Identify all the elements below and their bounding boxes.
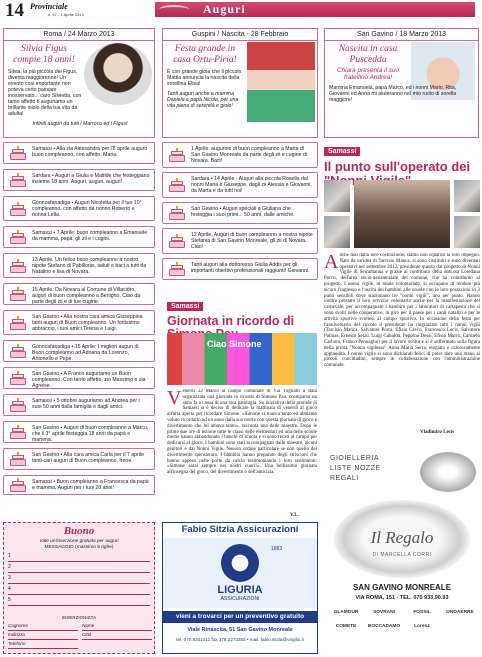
ad-title: Fabio Sitzia Assicurazioni: [163, 523, 317, 537]
ad-lines: [330, 454, 410, 484]
ad-address: VIA ROMA, 151 - TEL. 070 933.90.93: [355, 595, 449, 601]
brand-logo: Lorenz: [414, 624, 430, 629]
cake-icon: [9, 344, 27, 358]
coupon-field[interactable]: [8, 623, 78, 631]
brand-logo: UNOAERRE: [446, 610, 474, 615]
photo-group: [354, 180, 450, 248]
feature-silvia: [3, 28, 155, 138]
coupon-field[interactable]: [8, 632, 78, 640]
coupon[interactable]: [3, 522, 155, 654]
wish-box: [3, 421, 155, 443]
cake-icon: [168, 178, 186, 192]
cake-icon: [9, 259, 27, 273]
brand-logo: BOCCADAMO: [367, 624, 401, 629]
feature-dateline: Roma / 24 Marzo 2013: [4, 29, 154, 41]
ad-logo-area: [163, 538, 317, 608]
wish-text: Samassi • Buon compleanno a Francesca da papà e mamma, Auguri per i tuoi 20 anni!: [32, 479, 149, 492]
coupon-line[interactable]: [8, 553, 150, 562]
masthead: Provinciale: [30, 2, 68, 11]
article-signature: V.L.: [290, 513, 299, 518]
wish-text: 13 Aprile. Un felice buon compleanno a nostro nipote Stefano di Pabillonis, saluti e baci a tutti da Natalino e lisa di Novara.: [32, 257, 147, 276]
wish-box: [3, 142, 155, 164]
wish-text: Gonnosfanadiga • Auguri Nicoletta per il tuo 10° compleanno, con affetto da nonno Roberto e nonna Lella.: [32, 200, 142, 219]
wish-box: [162, 258, 318, 280]
coupon-line-number: 1: [8, 553, 11, 559]
coupon-line-number: 4: [8, 586, 11, 592]
wish-box: [3, 310, 155, 335]
feature-title: Nascita in casa Pusceddu: [338, 44, 398, 65]
feature-closing: Tanti auguri anche a mamma Daniela e papà Nicola, per una vita piena di serenità e gioie!: [167, 91, 239, 109]
wish-box: [3, 253, 155, 278]
right-article-body: [324, 253, 480, 425]
cake-icon: [9, 202, 27, 216]
feature-ortu-piria: [162, 28, 318, 138]
cake-icon: [168, 262, 186, 276]
wish-box: [3, 283, 155, 305]
cake-icon: [9, 146, 27, 160]
wish-text: Samassi • Alla zia Alessandra per l'8 aprile auguro buon compleanno, con affetto, Maria.: [32, 146, 148, 159]
wish-box: [3, 394, 155, 416]
middle-article-body: [167, 389, 317, 515]
cake-icon: [9, 478, 27, 492]
banner-caption: Ciao Simone: [207, 339, 262, 349]
wish-box: [3, 226, 155, 248]
jewel-ring-icon: [420, 452, 476, 492]
coupon-field[interactable]: [82, 623, 152, 631]
coupon-field-label: Cognome: [8, 623, 28, 628]
wish-box: [162, 142, 318, 168]
wish-box: [3, 340, 155, 362]
ornament-icon: [159, 5, 189, 14]
wish-text: Sardara • Auguri a Giulia e Matilde che festeggiano insieme 18 anni. Auguri, auguri, auguri!: [32, 173, 150, 186]
cake-icon: [168, 206, 186, 220]
coupon-field-label: Indirizzo: [8, 632, 26, 637]
photo-small-1: [324, 180, 350, 212]
wish-box: [3, 196, 155, 221]
feature-text: Silvia, la più piccola dei Figus, diventa maggiorenne! Un evento così importante non poteva certo passare inosservato... caro Silvietta, con tanto affetto ti auguriamo un brillante inizio della tua vita da adulta!: [8, 69, 82, 117]
cake-icon: [9, 371, 27, 385]
article-text: nche mai dalla loro costituzione, siamo non squarito la loro impegno. Nato da un'idea di Tarcisio Manca, si sono costituiti e sono diventati operativi nel settembre 2012, presidente questo dal progetto di Nonni Vigile di Serramanna e grazie al contributo della dott.ssa Loredana Porcu, dell'area socio-assistenziale del comune, che ha contribuito al progetto. I nonni vigile, in totale volontariato, si occupano di rendere più sicuro l'ingresso e l'uscita dei bambini alle scuole con le loro postazioni in 3 punti sensibili dove stazionano tre "nonni vigili", uno per punto. Hanno inoltre prestato il loro servizio volontario anche per la manifestazione del carnevale, per accompagnare i bambini per i laboratori di cartapesta che si sono svolti nelle cooperative, in giro per il paese per i canti natalizi e per le attività sportive svoltesi al campo sportivo. In occasione della festa per l'anniversario del circolo il presidente ha ringraziato tutti i nonni vigili (Tarcisio Manca, Salvatore Porta, Efisio Greco, Francesco Lecis, Salvatore Palmas, Ernesto Setzu, Luigi Cabiddu, Peppino Dessì, Efisio Murru, Carmelo Carboni, Franco Pennaglio) per il lavoro svolto e si è soffermato sulla figura della prima "Nonna vigilessa" Anna Maria Serra, elogiata e calorosamente applaudita. I nonni vigile si sono dichiarati felici di poter dare una mano ai piccoli concittadini, sempre in collaborazione con l'amministrazione comunale.: [324, 253, 480, 369]
wish-text: San Gavino • A Franco auguriamo un Buon compleanno. Con tanto affetto, zio Massimo e zia Agnese.: [32, 371, 146, 390]
feature-closing: Infiniti auguri da tutti i Marroco ed i Figus!: [32, 121, 128, 127]
article-title: Giornata in ricordo di: [167, 315, 317, 341]
cake-icon: [9, 230, 27, 244]
coupon-title: Buono: [63, 525, 95, 537]
coupon-field-label: Nome: [82, 623, 95, 628]
coupon-line-number: 3: [8, 575, 11, 581]
brand-logo: COMETE: [335, 624, 357, 629]
article-tag: Samassi: [324, 147, 360, 156]
coupon-message-label: MESSAGGIO (massimo 5 righe): [44, 545, 114, 550]
coupon-field-label: Città: [82, 632, 92, 637]
wish-box: [162, 202, 318, 224]
coupon-field-label: Telefono: [8, 641, 26, 646]
cake-icon: [9, 316, 27, 330]
right-article-header: [324, 140, 480, 178]
wish-text: San Gavino • Auguri speciali a Giuliana che festeggia i suoi primi... 50 anni, dalle amiche.: [191, 206, 295, 219]
dropcap: A: [324, 253, 339, 273]
wish-box: [3, 475, 155, 495]
wish-text: Samassi • 5 ottobre auguriamo ad Andrea per i suoi 50 anni dalla famiglia e dagli amici.: [32, 398, 140, 411]
wish-text: Sardara • 14 Aprile - Auguri alla piccola Rosella dai nonni Maria e Giuseppe, dagli zii Alessia e Giovanni, da Marta e da tutti noi!: [191, 176, 312, 195]
baby-photo: [247, 42, 315, 122]
wish-text: 1 Aprile: auguroni di buon compleanno a Marta di San Gavino Monreale da parte degli zii e cugine di Novara. Baci!: [191, 146, 307, 165]
cake-icon: [168, 148, 186, 162]
feature-title: Festa grande in casa Ortu-Piria!: [173, 44, 237, 65]
portrait-photo: [84, 43, 152, 105]
feature-dateline: San Gavino / 18 Marzo 2013: [325, 29, 478, 41]
brand-logo: FOSSIL: [413, 610, 431, 615]
coupon-field[interactable]: [82, 632, 152, 640]
coupon-line[interactable]: [8, 586, 150, 595]
coupon-line[interactable]: [8, 597, 150, 606]
wish-box: [162, 228, 318, 254]
ad-owner: DI MARCELLA CORRI: [372, 552, 432, 558]
ad-brand-sub: ASSICURAZIONI: [220, 596, 260, 602]
photo-small-4: [454, 216, 480, 248]
feature-title: Silvia Figus compie 18 anni!: [13, 44, 75, 65]
cake-icon: [9, 398, 27, 412]
article-title: Il punto sull'operato dei: [324, 159, 471, 174]
page-number: 14: [5, 0, 24, 21]
ad-founded: 1883: [271, 546, 283, 552]
wish-text: Samassi • 7 Aprile: buon compleanno a Emanuele da mamma, papà, gli zii e i cugini.: [32, 230, 148, 243]
ad-line: GIOIELLERIA: [330, 455, 380, 462]
wish-box: [3, 169, 155, 191]
ad-brand: LIGURIA: [217, 584, 263, 596]
feature-dateline: Guspini / Nascita - 28 Febbraio: [163, 29, 317, 41]
wish-text: San Gavino • Alla nostra cara amica Giuseppina tanti auguri di Buon compleanno. Un fortissimo abbraccio, i tuoi amici Teresa e Luigi.: [32, 314, 143, 333]
wish-text: 15 Aprile. Da Novara al Comune di Villacidro, auguri di buon compleanno a Benigno. Ciao da parte degli zii e di tue cugine.: [32, 287, 141, 306]
photo-small-2: [324, 216, 350, 248]
brand-logo: GLAMOUR: [333, 610, 359, 615]
ad-city: SAN GAVINO MONREALE: [352, 583, 452, 592]
cake-icon: [9, 287, 27, 301]
wish-text: 12 Aprile. Auguri di buon compleanno a nostra nipote Stefania di San Gavino Monreale, gli zii di Novara. Ciao!: [191, 232, 313, 251]
article-text: enerdì 22 Marzo al campo comunale di Via Togliatti a stata organizzata una giornata in ricordo di Simone Pau, scomparso un anno fa a causa di una rara patologia. Su iniziativa della pronide di Samassi si è deciso di dedicare la mattinata di venerdì al gioco all'aria aperta per ricordare Simone. «Simone ci manca tanto ed abbiamo voluto ricordarlo ad un anno dalla sua morte con questa giornata di gioco e divertimento che lui amava tanto», racconta una delle maestre. Dopo le prime due ore di lezione tutte le classi delle elementari ed una delle scuole medie hanno abbandonato i banchi di scuola e si sono recati al campo per dedicarsi al gioco. I bambini sono stati accompagnati dalle maestre, alcuni genitori e dai Nonni Vigile. Nessun ordine particolare se non quello del divertimento spensierato. I bambini hanno preparato degli striscioni che hanno appeso nelle porte da calcio testimoniando i loro sentimenti: «Simone sarai sempre nei nostri cuori!». Una bellissima giornata all'insegna del gioco, del divertimento e dell'amicizia.: [167, 389, 317, 476]
coupon-line[interactable]: [8, 575, 150, 584]
photo-small-3: [454, 180, 480, 212]
wish-text: San Gavino • Auguri di buon compleanno a Marco, che il 3° aprile festeggia 18 anni da papà e mamma.: [32, 425, 149, 444]
coupon-line-number: 5: [8, 597, 11, 603]
coupon-sender-label: INSERZIONISTA: [61, 615, 97, 620]
article-signature: Vladimiro Lecis: [420, 430, 455, 435]
ad-line: LISTE NOZZE: [330, 465, 381, 472]
feature-subtitle: Chiara presenta il suo fratellino Andrea!: [336, 67, 400, 81]
ad-regalo[interactable]: [324, 448, 480, 654]
wish-box: [3, 448, 155, 470]
coupon-line[interactable]: [8, 564, 150, 573]
wish-text: Gonnosfanadiga • 15 Aprile: I migliori auguri di Buon compleanno ad Adriana da Lorenzo, Antonello e Pepe.: [32, 344, 139, 363]
cake-icon: [9, 452, 27, 466]
wish-text: Tanti auguri alla dottoressa Giulia Addis per gli importanti obiettivi professionali raggiunti! Giovanni.: [191, 262, 310, 275]
ad-address: Viale Rinascita, 51 San Gavino Monreale: [187, 627, 293, 633]
ad-contacts: tel. 070.9341411 fax 178.2273255 • mail: fabio.sitzia@virgilio.it: [176, 637, 304, 642]
brand-logo: SOVRANI: [373, 610, 395, 615]
wish-box: [3, 367, 155, 389]
feature-text: Mamma Emanuela, papà Marco, ed i nonni Mario, Rita, Giovanni ed Anna mi aiuteranno nel mio ruolo di sorella maggiore!: [329, 85, 457, 103]
section-banner: [155, 2, 475, 17]
dropcap: V: [167, 389, 182, 409]
coupon-field[interactable]: [8, 641, 78, 649]
ad-slogan: vieni a trovarci per un preventivo gratuito: [163, 611, 317, 623]
feature-text: È con grande gioia che il piccolo Mattia annuncia la nascita della sorellina Elisa!: [167, 69, 242, 87]
ad-brand: Il Regalo: [370, 528, 434, 547]
cake-icon: [168, 234, 186, 248]
wish-text: San Gavino • Alla cara amica Carla per il 7 aprile tanti-cari auguri di Buon compleanno. Irene.: [32, 452, 144, 465]
liguria-emblem-icon: [221, 544, 259, 582]
ad-sitzia[interactable]: [162, 522, 318, 654]
coupon-line-number: 2: [8, 564, 11, 570]
feature-pusceddu: [324, 28, 479, 138]
cake-icon: [9, 173, 27, 187]
article-tag: Samassi: [167, 302, 203, 311]
children-photo: [167, 333, 317, 385]
coupon-subtitle: Vale un'inserzione gratuita per auguri: [39, 539, 119, 544]
issue-date: n. 67 - 1 Aprile 2013: [48, 12, 84, 17]
cake-icon: [9, 425, 27, 439]
wish-box: [162, 172, 318, 198]
section-title: Auguri: [203, 2, 246, 16]
nonni-photos: [324, 180, 480, 250]
ad-line: REGALI: [330, 475, 359, 482]
